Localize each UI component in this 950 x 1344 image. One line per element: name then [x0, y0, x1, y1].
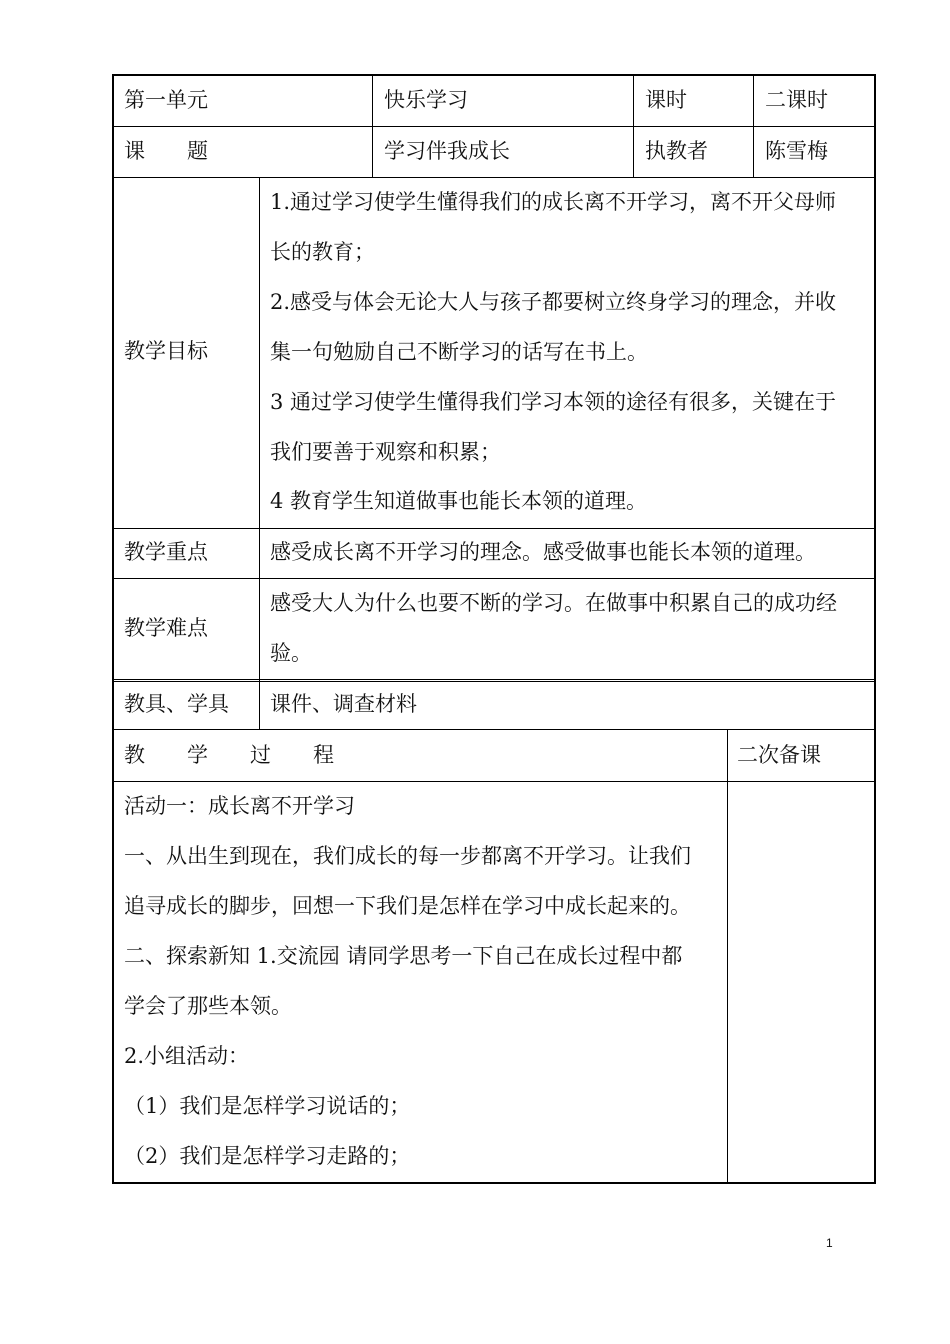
process-line: 一、从出生到现在，我们成长的每一步都离不开学习。让我们 [124, 844, 691, 868]
process-line: 活动一：成长离不开学习 [124, 794, 355, 818]
page-number: 1 [826, 1236, 833, 1250]
column-divider [259, 177, 260, 729]
objective-line: 我们要善于观察和积累； [270, 440, 501, 464]
difficulties-label: 教学难点 [124, 616, 208, 640]
process-line: （2）我们是怎样学习走路的； [124, 1144, 411, 1168]
difficulty-line: 感受大人为什么也要不断的学习。在做事中积累自己的成功经 [270, 591, 837, 615]
column-divider [372, 74, 373, 177]
key-points-text: 感受成长离不开学习的理念。感受做事也能长本领的道理。 [270, 540, 816, 564]
process-line: 学会了那些本领。 [124, 994, 292, 1018]
process-line: 2.小组活动： [124, 1044, 250, 1068]
process-label: 教 学 过 程 [124, 743, 334, 767]
objective-line: 3 通过学习使学生懂得我们学习本领的途径有很多，关键在于 [270, 390, 837, 414]
objective-line: 长的教育； [270, 240, 375, 264]
period-value: 二课时 [765, 88, 828, 112]
objectives-label: 教学目标 [124, 339, 208, 363]
difficulty-line: 验。 [270, 641, 312, 665]
objective-line: 集一句勉励自己不断学习的话写在书上。 [270, 340, 648, 364]
unit-value: 快乐学习 [384, 88, 468, 112]
column-divider [753, 74, 754, 177]
objective-line: 2.感受与体会无论大人与孩子都要树立终身学习的理念，并收 [270, 290, 837, 314]
topic-label: 课 题 [124, 139, 208, 163]
unit-label: 第一单元 [124, 88, 208, 112]
column-divider [633, 74, 634, 177]
key-points-label: 教学重点 [124, 540, 208, 564]
process-line: 二、探索新知 1.交流园 请同学思考一下自己在成长过程中都 [124, 944, 683, 968]
objective-line: 4 教育学生知道做事也能长本领的道理。 [270, 489, 648, 513]
second-prep-label: 二次备课 [737, 743, 821, 767]
column-divider [727, 729, 728, 1184]
teacher-value: 陈雪梅 [765, 139, 828, 163]
objective-line: 1.通过学习使学生懂得我们的成长离不开学习，离不开父母师 [270, 190, 837, 214]
process-line: （1）我们是怎样学习说话的； [124, 1094, 411, 1118]
tools-label: 教具、学具 [124, 692, 229, 716]
topic-value: 学习伴我成长 [384, 139, 510, 163]
teacher-label: 执教者 [645, 139, 708, 163]
tools-text: 课件、调查材料 [270, 692, 417, 716]
process-line: 追寻成长的脚步，回想一下我们是怎样在学习中成长起来的。 [124, 894, 691, 918]
period-label: 课时 [645, 88, 687, 112]
